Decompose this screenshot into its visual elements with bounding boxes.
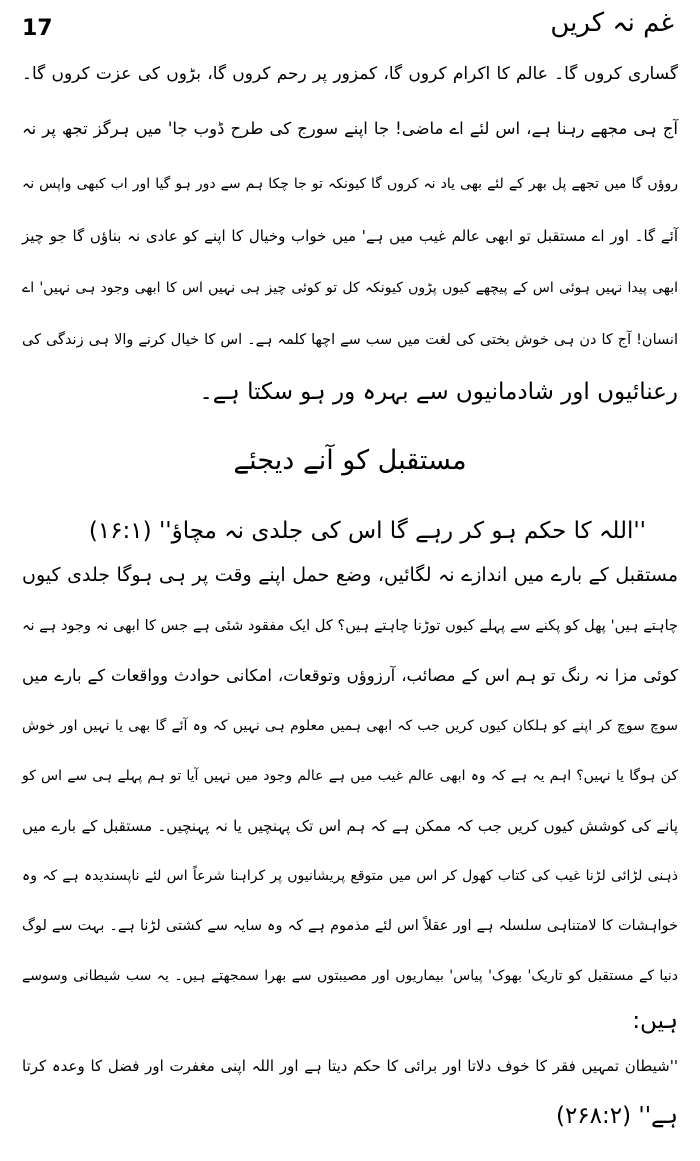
text-line: سوچ سوچ کر اپنے کو ہلکان کیوں کریں جب کہ ابھی ہمیں معلوم ہی نہیں کہ وہ آئے گا بھی یا نہیں اور خوش <box>22 718 678 734</box>
text-line: انسان! آج کا دن ہی خوش بختی کی لغت میں سب سے اچھا کلمہ ہے۔ اس کا خیال کرنے والا ہی زندگی کی <box>22 332 678 348</box>
page-number: 17 <box>22 16 53 41</box>
text-line: ابھی پیدا نہیں ہوئی اس کے پیچھے کیوں پڑوں کیونکہ کل تو کوئی چیز ہی نہیں اس کا ابھی وجود ہی نہیں' اے <box>22 280 678 296</box>
text-line: روؤں گا میں تجھے پل بھر کے لئے بھی یاد نہ کروں گا کیونکہ تو جا چکا ہم سے دور ہو گیا اور اب کبھی واپس نہ <box>22 176 678 192</box>
text-line: خواہشات کا لامتناہی سلسلہ ہے اور عقلاً اس لئے مذموم ہے کہ وہ سایہ سے کشتی لڑنا ہے۔ بہت سے لوگ <box>22 918 678 934</box>
text-line: ہیں: <box>632 1008 678 1034</box>
text-line: کن ہوگا یا نہیں؟ اہم یہ ہے کہ وہ ابھی عالم غیب میں ہے عالم وجود میں نہیں آیا تو ہم پہلے ہی سے اس کو <box>22 768 678 784</box>
text-line: گساری کروں گا۔ عالم کا اکرام کروں گا، کمزور پر رحم کروں گا، بڑوں کی عزت کروں گا۔ <box>22 64 678 84</box>
running-title: غم نہ کریں <box>550 8 674 38</box>
text-line: آج ہی مجھے رہنا ہے، اس لئے اے ماضی! جا اپنے سورج کی طرح ڈوب جا' میں ہرگز تجھ پر نہ <box>22 119 678 138</box>
text-line: پانے کی کوشش کیوں کریں جب کہ ممکن ہے کہ ہم اس تک پہنچیں یا نہ پہنچیں۔ مستقبل کے بارے میں <box>22 817 678 835</box>
text-line: ذہنی لڑائی لڑنا غیب کی کتاب کھول کر اس میں متوقع پریشانیوں پر کراہنا شرعاً اس لئے ناپسندیدہ ہے کہ وہ <box>22 868 678 884</box>
text-line: مستقبل کے بارے میں اندازے نہ لگائیں، وضع حمل اپنے وقت پر ہی ہوگا جلدی کیوں <box>22 564 678 586</box>
text-line: کوئی مزا نہ رنگ تو ہم اس کے مصائب، آرزوؤں وتوقعات، امکانی حوادث وواقعات کے بارے میں <box>22 666 678 685</box>
quran-verse: ''اللہ کا حکم ہو کر رہے گا اس کی جلدی نہ مچاؤ'' (۱۶:۱) <box>88 518 646 544</box>
text-line: ہے'' (۲۶۸:۲) <box>555 1103 678 1129</box>
section-heading: مستقبل کو آنے دیجئے <box>233 445 467 476</box>
text-line: چاہتے ہیں' پھل کو پکنے سے پہلے کیوں توڑنا چاہتے ہیں؟ کل ایک مفقود شئی ہے جس کا ابھی نہ وجود ہے نہ <box>22 618 678 634</box>
text-line: ''شیطان تمہیں فقر کا خوف دلاتا اور برائی کا حکم دیتا ہے اور اللہ اپنی مغفرت اور فضل کا وعدہ کرتا <box>22 1057 678 1075</box>
text-line: رعنائیوں اور شادمانیوں سے بہرہ ور ہو سکتا ہے۔ <box>199 379 678 405</box>
text-line: آئے گا۔ اور اے مستقبل تو ابھی عالم غیب میں ہے' میں خواب وخیال کا اپنے کو عادی نہ بناؤں گا جو چیز <box>22 227 678 245</box>
text-line: دنیا کے مستقبل کو تاریک' بھوک' پیاس' بیماریوں اور مصیبتوں سے بھرا سمجھتے ہیں۔ یہ سب شیطانی وسوسے <box>22 968 678 984</box>
